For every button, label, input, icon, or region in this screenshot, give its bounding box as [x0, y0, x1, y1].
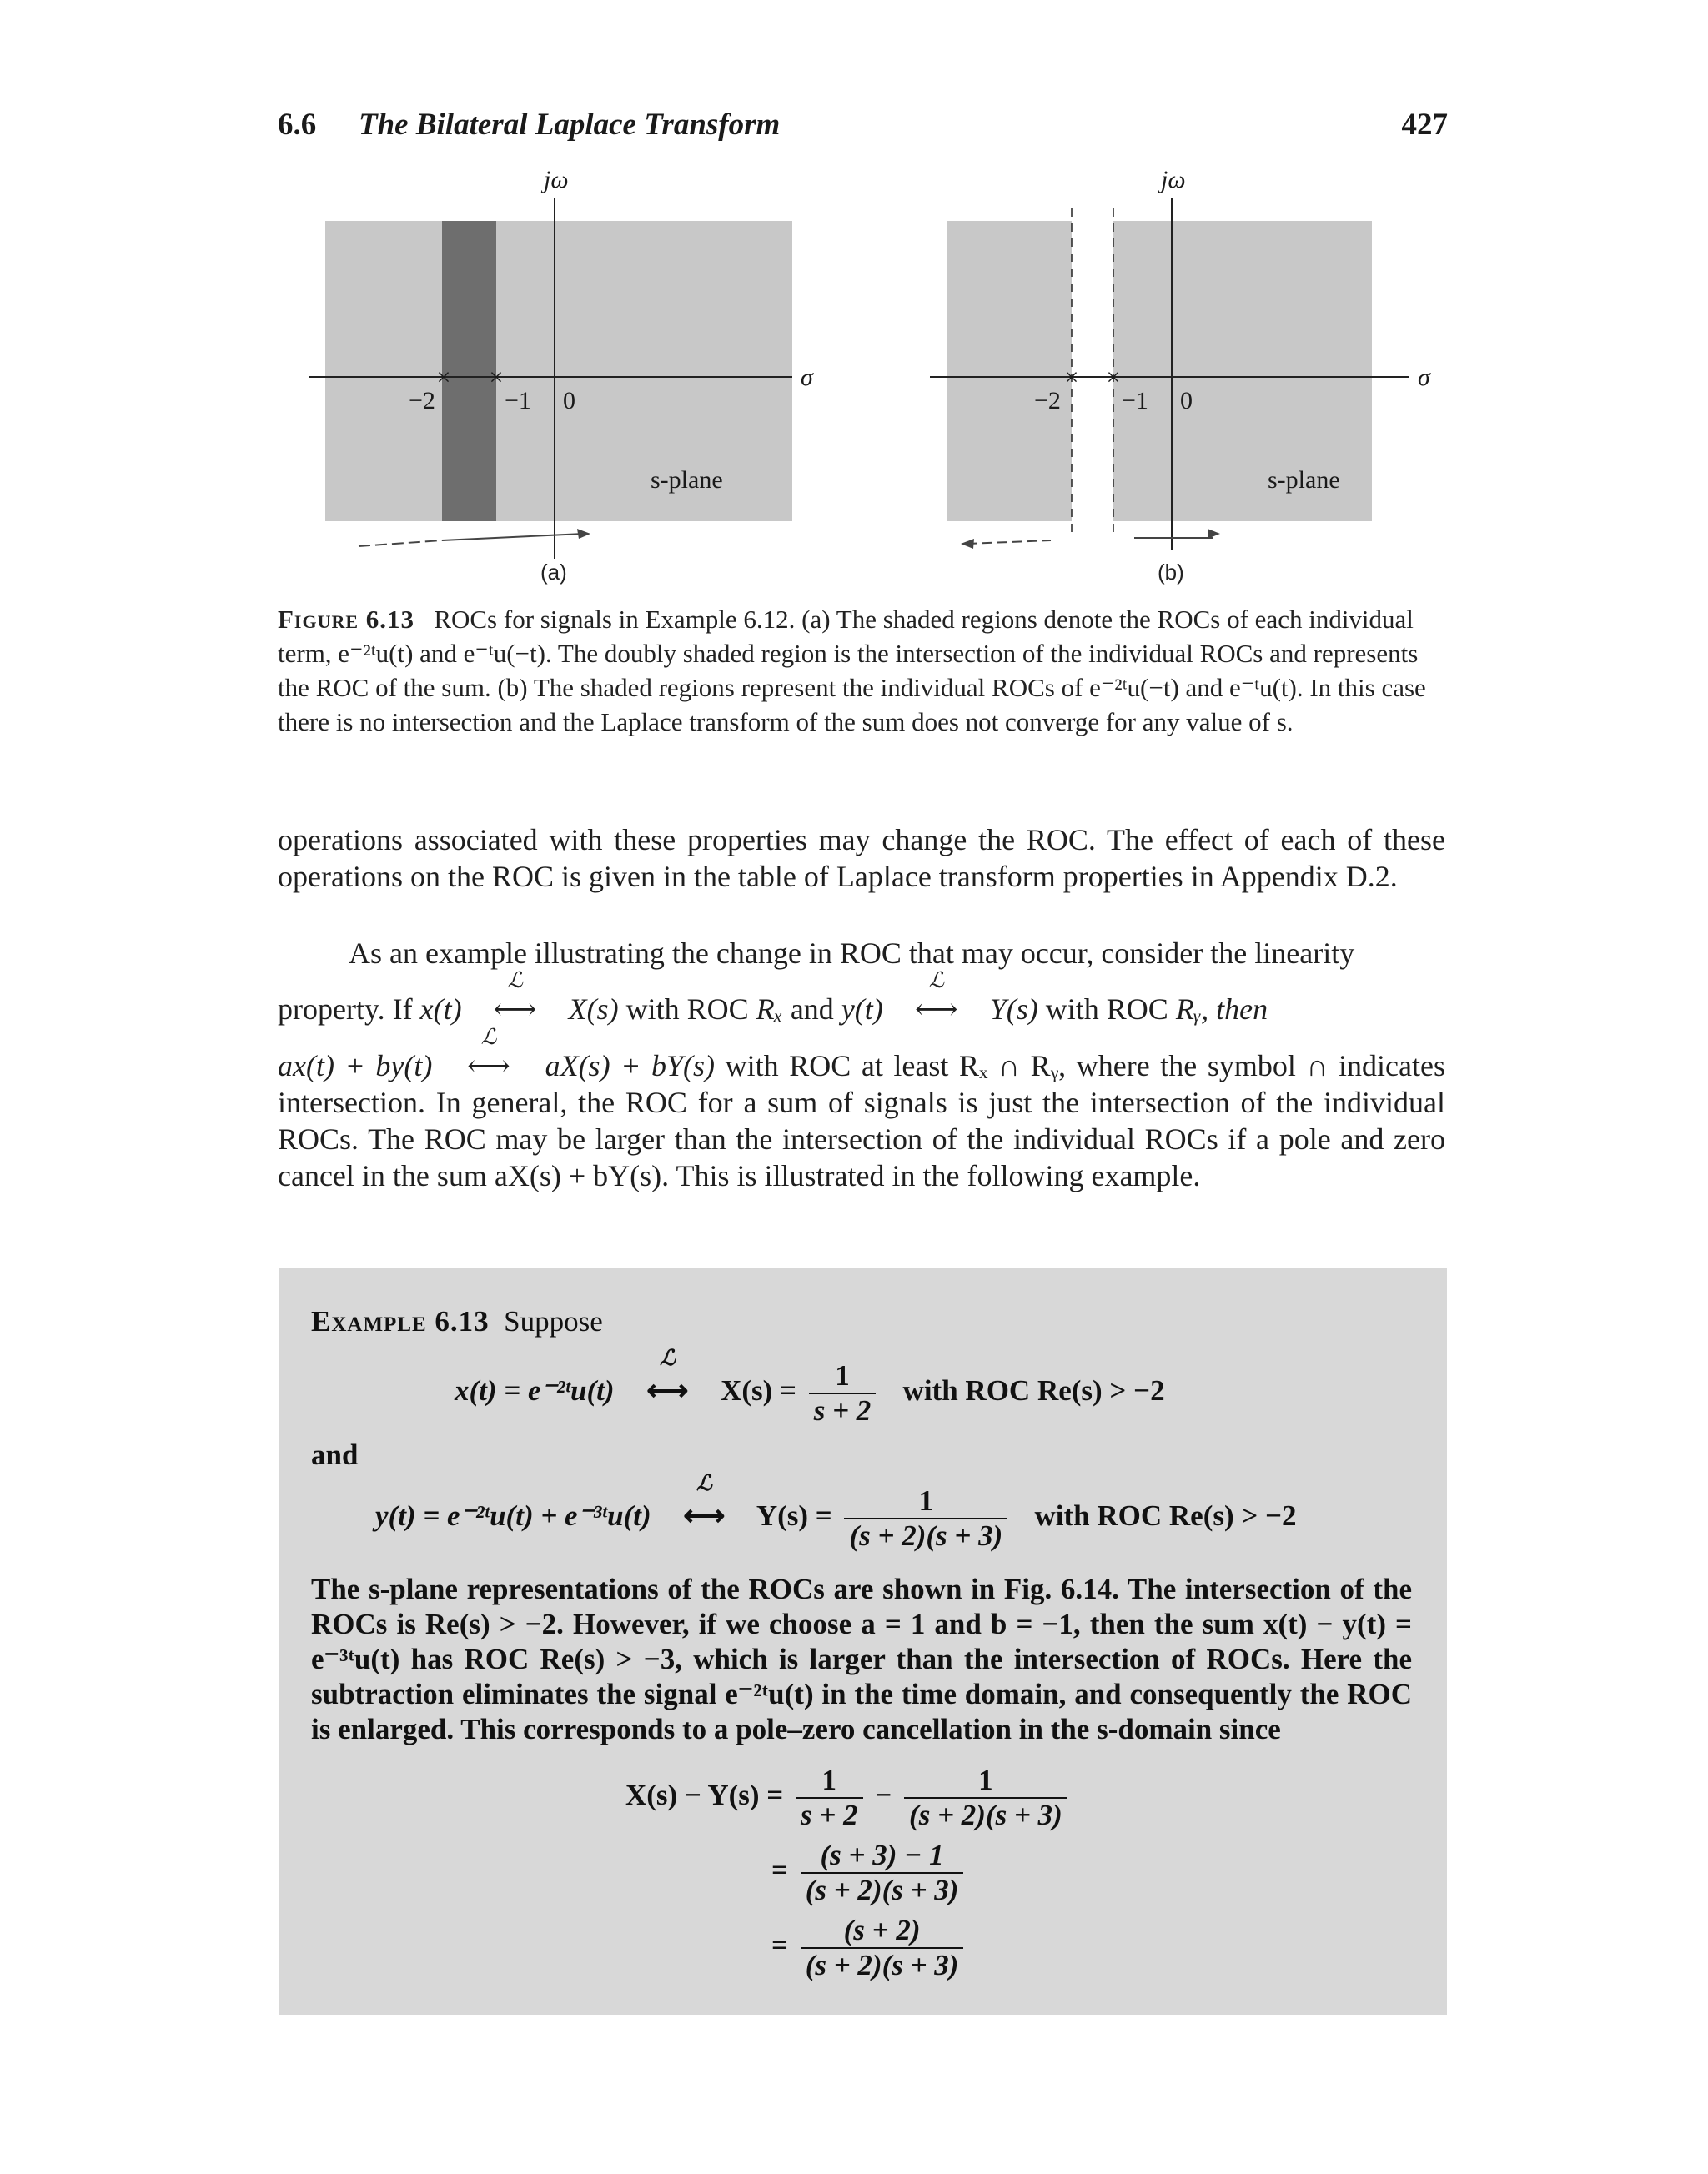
- panel-a-sublabel: (a): [540, 560, 567, 585]
- p2-y: y(t): [841, 992, 883, 1026]
- sigma-label-b: σ: [1418, 364, 1430, 391]
- tick-neg1-b: −1: [1122, 387, 1148, 414]
- figure-svg: [300, 167, 1443, 592]
- arrowhead-b2: [1208, 529, 1220, 539]
- p2-and: and: [790, 992, 834, 1026]
- eq3-lhs: X(s) − Y(s) =: [625, 1779, 784, 1812]
- eq2-transform-symbol: ℒ: [696, 1471, 712, 1496]
- pole-marker-b1: ×: [1064, 364, 1079, 391]
- eq1-lhs: x(t) = e⁻²ᵗu(t): [455, 1374, 615, 1408]
- figure-6-13: [300, 167, 1443, 592]
- equation-5: [771, 1914, 968, 1982]
- eq5-fraction: [801, 1914, 964, 1982]
- paragraph-2-line1: As an example illustrating the change in ROC that may occur, consider the linearity: [349, 936, 1355, 970]
- section-number: 6.6: [278, 108, 317, 142]
- page-number: 427: [1401, 108, 1448, 142]
- sigma-label-a: σ: [801, 364, 813, 391]
- equation-2: [375, 1471, 1297, 1553]
- eq1-transform-symbol: ℒ: [659, 1346, 676, 1371]
- panel-b: [930, 167, 1431, 585]
- panel-b-sublabel: (b): [1158, 560, 1184, 585]
- tick-neg2-b: −2: [1034, 387, 1061, 414]
- p2-with1: with ROC: [625, 992, 749, 1026]
- eq3-f2-numerator: 1: [904, 1764, 1068, 1799]
- example-title: [311, 1305, 603, 1338]
- example-box: [279, 1268, 1447, 2015]
- tick-neg1-a: −1: [505, 387, 531, 414]
- tick-neg2-a: −2: [409, 387, 435, 414]
- equation-4: [771, 1839, 968, 1907]
- eq1-denominator: s + 2: [813, 1394, 872, 1427]
- tick-zero-b: 0: [1180, 387, 1193, 414]
- example-label: Example 6.13: [311, 1305, 490, 1338]
- p2-x: x(t): [419, 992, 462, 1026]
- p2-lhs: ax(t) + by(t): [278, 1049, 433, 1082]
- s-plane-label-a: s-plane: [651, 466, 723, 494]
- eq5-equals: =: [771, 1929, 788, 1962]
- pole-marker-a2: ×: [489, 364, 504, 391]
- p2-with2: with ROC: [1045, 992, 1168, 1026]
- eq5-numerator: (s + 2): [801, 1914, 964, 1949]
- eq2-arrow: ℒ ⟷: [658, 1499, 750, 1533]
- figure-caption: [278, 602, 1445, 739]
- transform-arrow-2: ℒ ⟷: [891, 991, 982, 1027]
- tick-zero-a: 0: [563, 387, 575, 414]
- eq3-f1-numerator: 1: [796, 1764, 863, 1799]
- example-intro: Suppose: [504, 1305, 603, 1338]
- transform-arrow-1: ℒ ⟷: [470, 991, 561, 1027]
- eq3-f1-denominator: s + 2: [801, 1799, 858, 1831]
- p2-Ry: Rᵧ, then: [1175, 992, 1268, 1026]
- eq1-fraction: [809, 1359, 877, 1428]
- pole-marker-a1: ×: [436, 364, 451, 391]
- eq3-fraction-1: [796, 1764, 863, 1832]
- s-plane-label-b: s-plane: [1268, 466, 1340, 494]
- p2-Y: Y(s): [989, 992, 1038, 1026]
- jw-label-b: jω: [1161, 167, 1186, 193]
- transform-symbol: ℒ: [507, 968, 523, 992]
- paragraph-2-rest: [278, 1025, 1446, 1194]
- eq1-rhs: X(s) =: [721, 1374, 796, 1408]
- transform-symbol: ℒ: [928, 968, 945, 992]
- jw-label-a: jω: [544, 167, 569, 193]
- panel-a: [309, 167, 814, 585]
- eq1-arrow: ℒ ⟷: [621, 1374, 713, 1408]
- transform-arrow-3: ℒ ⟷: [443, 1047, 535, 1084]
- paragraph-1: operations associated with these properties may change the ROC. The effect of each of these operations on the ROC is given in the table of Laplace transform properties in Appendix D.2.: [278, 823, 1445, 893]
- eq2-fraction: [844, 1484, 1007, 1553]
- p2-Rx: Rₓ: [756, 992, 783, 1026]
- roc-arrow-left-b: [967, 540, 1051, 544]
- transform-symbol: ℒ: [480, 1025, 497, 1049]
- arrowhead-a: [577, 529, 590, 539]
- eq2-denominator: (s + 2)(s + 3): [849, 1519, 1003, 1552]
- pole-marker-b2: ×: [1106, 364, 1121, 391]
- roc-arrow-right-a: [442, 534, 584, 540]
- eq4-fraction: [801, 1839, 964, 1907]
- running-title: The Bilateral Laplace Transform: [359, 108, 781, 142]
- eq3-minus: −: [875, 1779, 892, 1812]
- eq4-equals: =: [771, 1854, 788, 1887]
- p2-X: X(s): [568, 992, 619, 1026]
- roc-arrow-left-a: [359, 540, 442, 546]
- eq2-rhs: Y(s) =: [756, 1499, 832, 1533]
- arrowhead-b1: [961, 539, 974, 549]
- example-and: and: [311, 1438, 359, 1471]
- eq1-roc: with ROC Re(s) > −2: [902, 1374, 1165, 1408]
- eq5-denominator: (s + 2)(s + 3): [805, 1949, 959, 1981]
- eq4-denominator: (s + 2)(s + 3): [805, 1874, 959, 1906]
- eq3-f2-denominator: (s + 2)(s + 3): [909, 1799, 1062, 1831]
- eq1-numerator: 1: [809, 1359, 877, 1394]
- caption-text: ROCs for signals in Example 6.12. (a) The shaded regions denote the ROCs of each individual term, e⁻²ᵗu(t) and e⁻ᵗu(−t). The doubly shaded region is the intersection of the individual ROCs and represents the ROC of the sum. (b) The shaded regions represent the individual ROCs of e⁻²ᵗu(−t) and e⁻ᵗu(t). In this case there is no intersection and the Laplace transform of the sum does not converge for any value of s.: [278, 605, 1426, 736]
- eq2-roc: with ROC Re(s) > −2: [1034, 1499, 1297, 1533]
- p2-rhs: aX(s) + bY(s): [545, 1049, 716, 1082]
- eq2-numerator: 1: [844, 1484, 1007, 1519]
- eq2-lhs: y(t) = e⁻²ᵗu(t) + e⁻³ᵗu(t): [375, 1499, 651, 1533]
- eq3-fraction-2: [904, 1764, 1068, 1832]
- caption-label: Figure 6.13: [278, 605, 415, 634]
- p2-rest: with ROC at least Rₓ ∩ Rᵧ, where the symbol ∩ indicates intersection. In general, the ROC for a sum of signals is just the intersection of the individual ROCs. The ROC may be larger than the intersection of the individual ROCs if a pole and zero cancel in the sum aX(s) + bY(s). This is illustrated in the following example.: [278, 1049, 1446, 1192]
- equation-3: [625, 1764, 1073, 1832]
- eq4-numerator: (s + 3) − 1: [801, 1839, 964, 1874]
- roc-left-b: [947, 221, 1072, 521]
- equation-1: [455, 1346, 1165, 1428]
- p2-lead: property. If: [278, 992, 413, 1026]
- example-paragraph: The s-plane representations of the ROCs are shown in Fig. 6.14. The intersection of the ROCs is Re(s) > −2. However, if we choose a = 1 and b = −1, then the sum x(t) − y(t) = e⁻³ᵗu(t) has ROC Re(s) > −3, which is larger than the intersection of ROCs. Here the subtraction eliminates the signal e⁻²ᵗu(t) in the time domain, and consequently the ROC is enlarged. This corresponds to a pole–zero cancellation in the s-domain since: [311, 1573, 1412, 1745]
